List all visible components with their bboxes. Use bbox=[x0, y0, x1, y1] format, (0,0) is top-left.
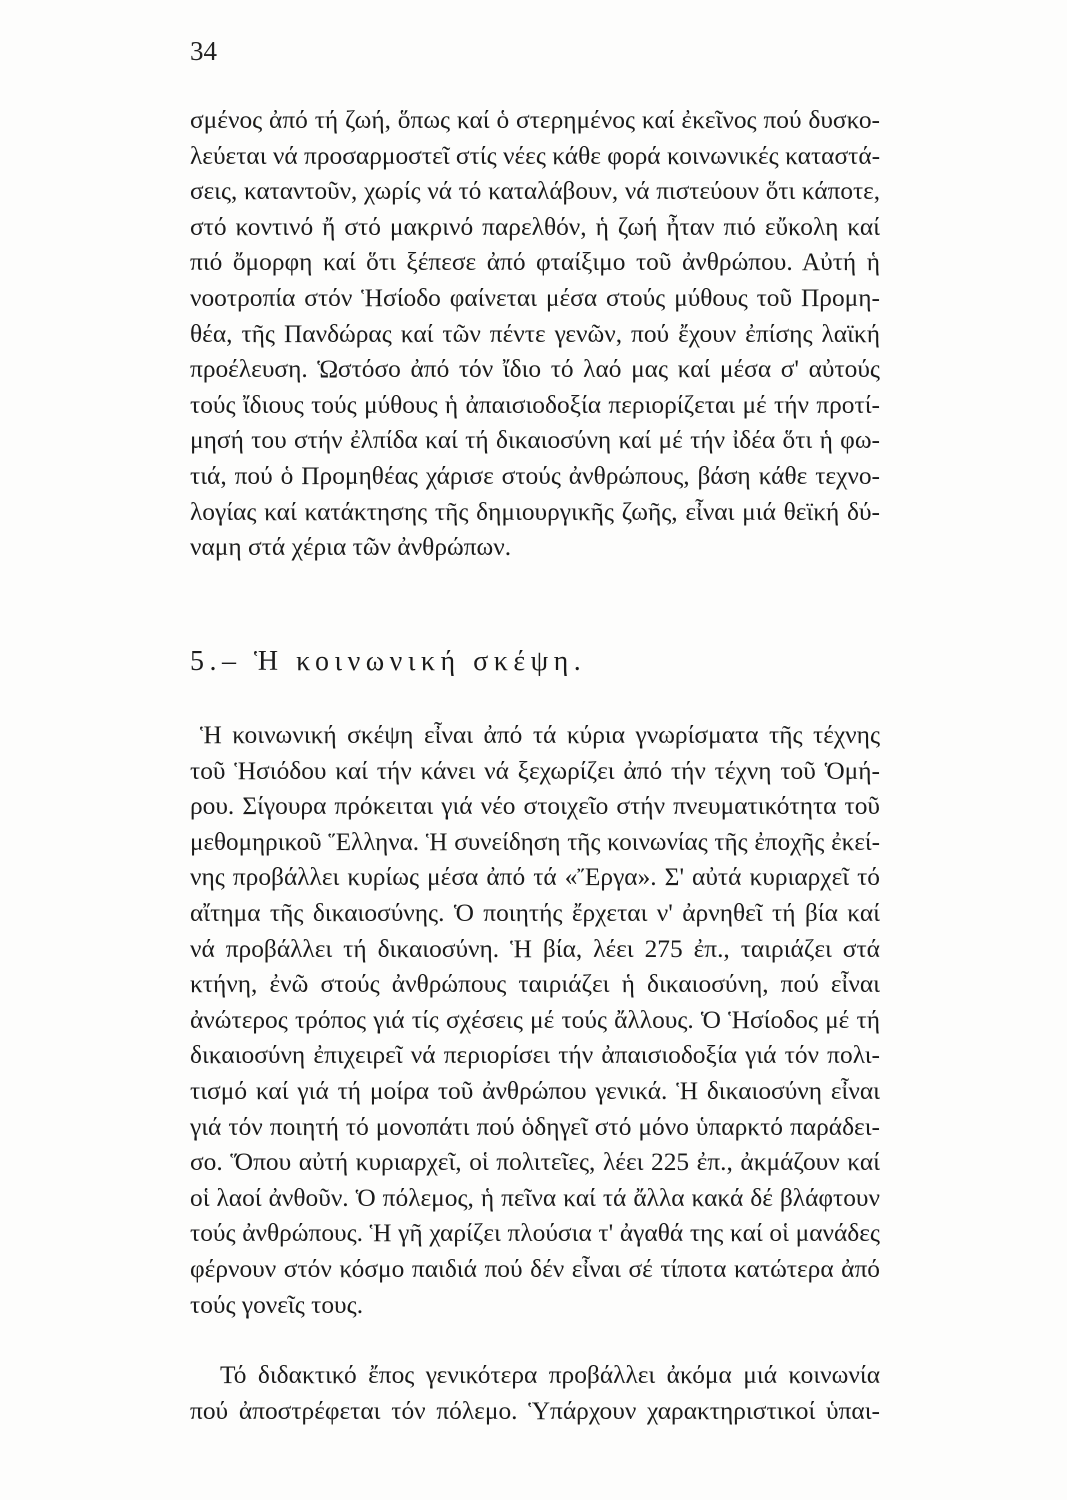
section-heading: 5.– Ἡ κοινωνική σκέψη. bbox=[190, 646, 587, 677]
text-line: σο. Ὅπου αὐτή κυριαρχεῖ, οἱ πολιτεῖες, λέει 225 ἐπ., ἀκμάζουν καί bbox=[190, 1148, 880, 1177]
text-line: τισμό καί γιά τή μοίρα τοῦ ἀνθρώπου γενικά. Ἡ δικαιοσύνη εἶναι bbox=[190, 1076, 880, 1105]
text-line: τιά, πού ὁ Προμηθέας χάρισε στούς ἀνθρώπους, βάση κάθε τεχνο- bbox=[190, 461, 880, 490]
text-line: ρου. Σίγουρα πρόκειται γιά νέο στοιχεῖο στήν πνευματικότητα τοῦ bbox=[190, 792, 880, 821]
text-line: λογίας καί κατάκτησης τῆς δημιουργικῆς ζωῆς, εἶναι μιά θεϊκή δύ- bbox=[190, 497, 880, 526]
text-line: κτήνη, ἐνῶ στούς ἀνθρώπους ταιριάζει ἡ δικαιοσύνη, πού εἶναι bbox=[190, 970, 880, 999]
text-line: πού ἀποστρέφεται τόν πόλεμο. Ὑπάρχουν χαρακτηριστικοί ὑπαι- bbox=[190, 1396, 880, 1425]
text-line: σεις, καταντοῦν, χωρίς νά τό καταλάβουν, νά πιστεύουν ὅτι κάποτε, bbox=[190, 178, 880, 206]
text-line: προέλευση. Ὡστόσο ἀπό τόν ἴδιο τό λαό μας καί μέσα σ' αὐτούς bbox=[190, 355, 880, 384]
text-line: ναμη στά χέρια τῶν ἀνθρώπων. bbox=[190, 533, 512, 562]
text-line: δικαιοσύνη ἐπιχειρεῖ νά περιορίσει τήν ἀπαισιοδοξία γιά τόν πολι- bbox=[190, 1041, 880, 1070]
text-line: μεθομηρικοῦ Ἕλληνα. Ἡ συνείδηση τῆς κοινωνίας τῆς ἐποχῆς ἐκεί- bbox=[190, 828, 880, 856]
continued-paragraph bbox=[190, 103, 880, 566]
page-number: 34 bbox=[190, 36, 217, 66]
text-line: γιά τόν ποιητή τό μονοπάτι πού ὁδηγεῖ στό μόνο ὑπαρκτό παράδει- bbox=[190, 1112, 880, 1141]
section-paragraph bbox=[190, 718, 880, 1323]
text-line: τούς γονεῖς τους. bbox=[190, 1290, 364, 1319]
text-line: Τό διδακτικό ἔπος γενικότερα προβάλλει ἀκόμα μιά κοινωνία bbox=[220, 1361, 880, 1389]
text-line: αἴτημα τῆς δικαιοσύνης. Ὁ ποιητής ἔρχεται ν' ἀρνηθεῖ τή βία καί bbox=[190, 898, 880, 927]
text-line: ἀνώτερος τρόπος γιά τίς σχέσεις μέ τούς ἄλλους. Ὁ Ἡσίοδος μέ τή bbox=[190, 1005, 880, 1034]
text-line: μησή του στήν ἐλπίδα καί τή δικαιοσύνη καί μέ τήν ἰδέα ὅτι ἡ φω- bbox=[190, 426, 880, 455]
text-line: σμένος ἀπό τή ζωή, ὅπως καί ὁ στερημένος καί ἐκεῖνος πού δυσκο- bbox=[190, 106, 880, 134]
text-line: οἱ λαοί ἀνθοῦν. Ὁ πόλεμος, ἡ πεῖνα καί τά ἄλλα κακά δέ βλάφτουν bbox=[190, 1183, 880, 1212]
text-line: θέα, τῆς Πανδώρας καί τῶν πέντε γενῶν, πού ἔχουν ἐπίσης λαϊκή bbox=[190, 319, 880, 348]
text-line: νά προβάλλει τή δικαιοσύνη. Ἡ βία, λέει 275 ἐπ., ταιριάζει στά bbox=[190, 934, 880, 963]
text-line: τούς ἀνθρώπους. Ἡ γῆ χαρίζει πλούσια τ' ἀγαθά της καί οἱ μανάδες bbox=[190, 1219, 880, 1248]
text-line: τούς ἴδιους τούς μύθους ἡ ἀπαισιοδοξία περιορίζεται μέ τήν προτί- bbox=[190, 390, 880, 419]
next-paragraph bbox=[190, 1358, 880, 1429]
text-line: στό κοντινό ἤ στό μακρινό παρελθόν, ἡ ζωή ἦταν πιό εὔκολη καί bbox=[190, 212, 880, 241]
text-line: Ἡ κοινωνική σκέψη εἶναι ἀπό τά κύρια γνωρίσματα τῆς τέχνης bbox=[200, 721, 880, 749]
text-line: λεύεται νά προσαρμοστεῖ στίς νέες κάθε φορά κοινωνικές καταστά- bbox=[190, 141, 881, 170]
text-line: νοοτροπία στόν Ἡσίοδο φαίνεται μέσα στούς μύθους τοῦ Προμη- bbox=[190, 283, 880, 312]
text-line: φέρνουν στόν κόσμο παιδιά πού δέν εἶναι σέ τίποτα κατώτερα ἀπό bbox=[190, 1254, 880, 1283]
text-line: πιό ὄμορφη καί ὅτι ξέπεσε ἀπό φταίξιμο τοῦ ἀνθρώπου. Αὐτή ἡ bbox=[190, 248, 880, 277]
text-line: νης προβάλλει κυρίως μέσα ἀπό τά «Ἔργα». Σ' αὐτά κυριαρχεῖ τό bbox=[190, 863, 880, 892]
text-line: τοῦ Ἡσιόδου καί τήν κάνει νά ξεχωρίζει ἀπό τήν τέχνη τοῦ Ὁμή- bbox=[190, 756, 880, 785]
